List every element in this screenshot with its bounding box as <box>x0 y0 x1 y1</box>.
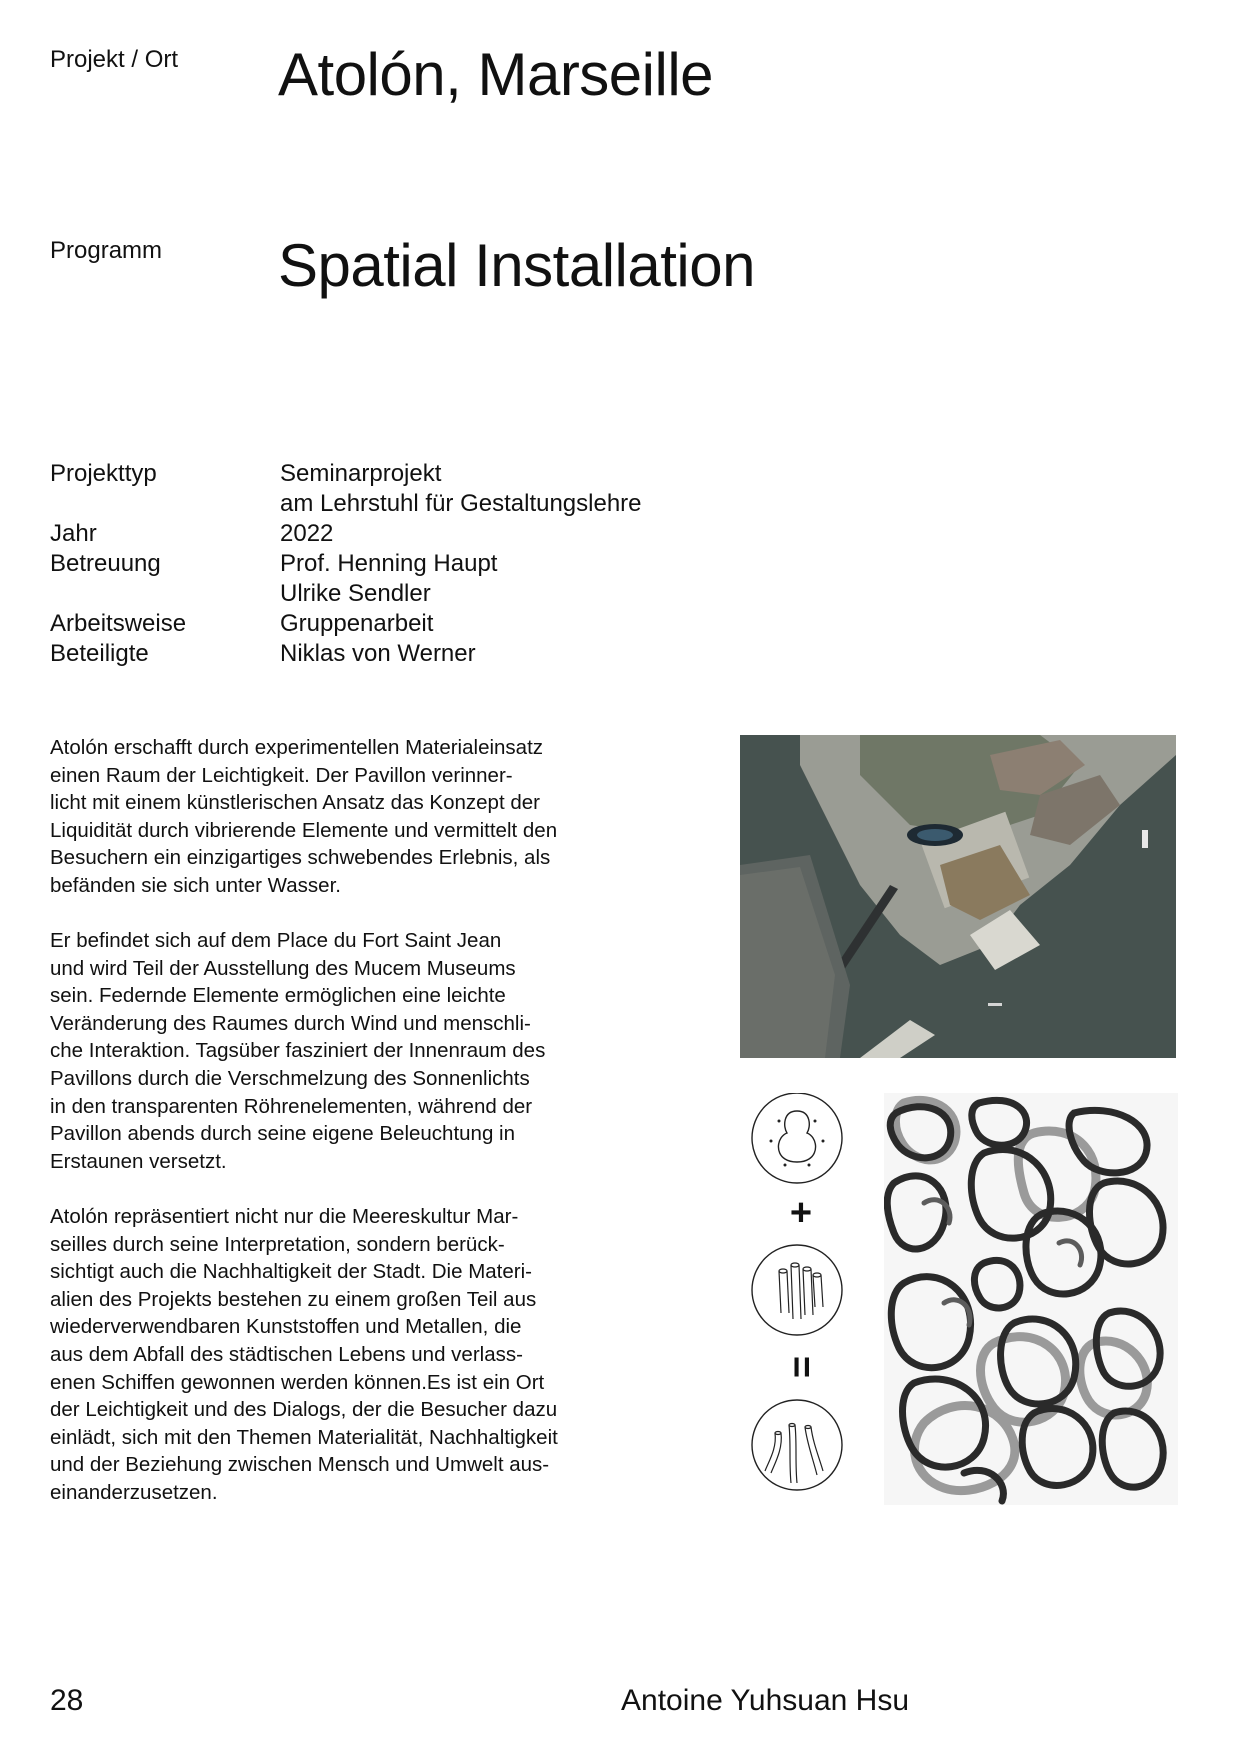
meta-value: Seminarprojekt <box>280 460 442 487</box>
meta-value: 2022 <box>280 520 334 547</box>
concept-diagram <box>745 1093 855 1493</box>
meta-key: Betreuung <box>50 550 161 577</box>
body-paragraph-2: Er befindet sich auf dem Place du Fort Saint Jean und wird Teil der Ausstellung des Mucem Museums sein. Federnde Elemente ermöglichen eine leichte Veränderung des Raumes durch Wind und menschli- che Interaktion. Tagsüber fasziniert der Innenraum des Pavillons durch die Verschmelzung des Sonnenlichts in den transparenten Röhrenelementen, während der Pavillon abends durch seine eigene Beleuchtung in Erstaunen versetzt. <box>50 929 546 1173</box>
meta-key: Jahr <box>50 520 97 547</box>
plus-sign: + <box>789 1192 813 1234</box>
meta-value: am Lehrstuhl für Gestaltungslehre <box>280 490 642 517</box>
program-label: Programm <box>50 237 163 264</box>
meta-key: Projekttyp <box>50 460 157 487</box>
meta-value: Niklas von Werner <box>280 640 476 667</box>
meta-value: Gruppenarbeit <box>280 610 434 637</box>
shape-circle-icon <box>752 1093 842 1183</box>
meta-value: Prof. Henning Haupt <box>280 550 498 577</box>
page-title: Atolón, Marseille <box>278 41 714 108</box>
ink-pattern-drawing <box>884 1093 1178 1505</box>
meta-key: Beteiligte <box>50 640 149 667</box>
body-paragraph-3: Atolón repräsentiert nicht nur die Meereskultur Mar- seilles durch seine Interpretation, sondern berück- sichtigt auch die Nachhaltigkeit der Stadt. Die Materi- alien des Projekts bestehen zu einem großen Teil aus wiederverwendbaren Kunststoffen und Metallen, die aus dem Abfall des städtischen Lebens und verlass- enen Schiffen gewonnen werden können.Es ist ein Ort der Leichtigkeit und des Dialogs, der die Besucher dazu einlädt, sich mit den Themen Materialität, Nachhaltigkeit und der Beziehung zwischen Mensch und Umwelt aus- einanderzusetzen. <box>50 1205 558 1504</box>
meta-value: Ulrike Sendler <box>280 580 431 607</box>
tube-circle-icon <box>752 1245 842 1335</box>
program-title: Spatial Installation <box>278 232 755 299</box>
equals-sign: = <box>780 1355 822 1379</box>
project-label: Projekt / Ort <box>50 46 179 73</box>
page-number: 28 <box>50 1684 84 1717</box>
body-paragraph-1: Atolón erschafft durch experimentellen Materialeinsatz einen Raum der Leichtigkeit. Der Pavillon verinner- licht mit einem künstlerischen Ansatz das Konzept der Liquidität durch vibrierende Elemente und vermittelt den Besuchern ein einzigartiges schwebendes Erlebnis, als befänden sie sich unter Wasser. <box>50 736 558 897</box>
author-name: Antoine Yuhsuan Hsu <box>621 1684 910 1717</box>
aerial-site-photo <box>740 735 1176 1058</box>
meta-key: Arbeitsweise <box>50 610 187 637</box>
